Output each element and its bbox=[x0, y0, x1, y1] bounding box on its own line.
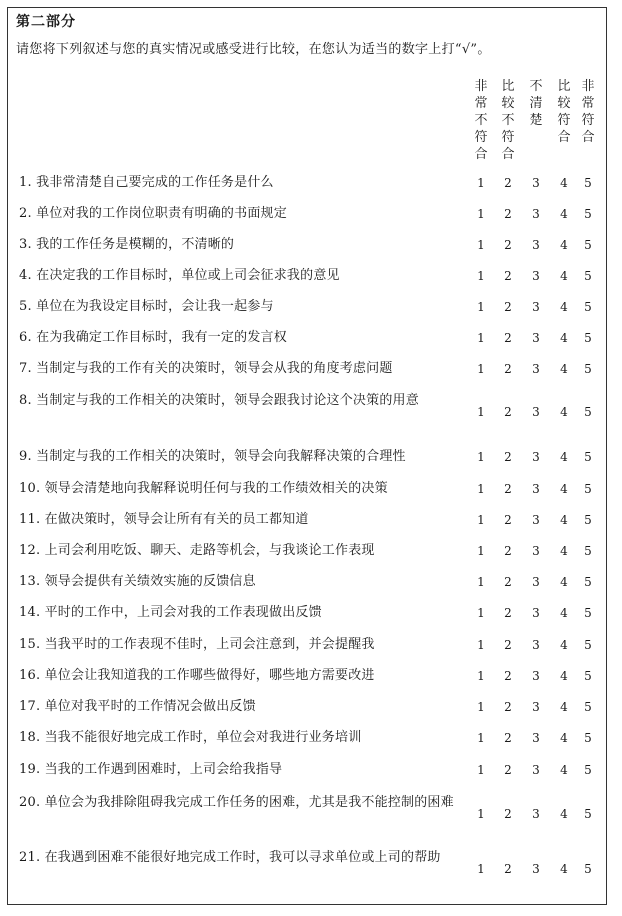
rating-option-5[interactable]: 5 bbox=[584, 513, 592, 527]
rating-option-4[interactable]: 4 bbox=[560, 176, 568, 190]
rating-option-4[interactable]: 4 bbox=[560, 606, 568, 620]
question-text: 20. 单位会为我排除阻碍我完成工作任务的困难，尤其是我不能控制的困难 bbox=[19, 795, 454, 810]
rating-option-2[interactable]: 2 bbox=[504, 513, 512, 527]
rating-option-4[interactable]: 4 bbox=[560, 544, 568, 558]
rating-option-2[interactable]: 2 bbox=[504, 405, 512, 419]
question-text: 2. 单位对我的工作岗位职责有明确的书面规定 bbox=[19, 206, 287, 221]
scale-label-3: 不清楚 bbox=[529, 79, 543, 128]
rating-option-1[interactable]: 1 bbox=[477, 807, 485, 821]
question-row bbox=[0, 296, 606, 318]
section-title: 第二部分 bbox=[16, 14, 76, 30]
rating-option-3[interactable]: 3 bbox=[532, 763, 540, 777]
rating-option-1[interactable]: 1 bbox=[477, 331, 485, 345]
rating-option-1[interactable]: 1 bbox=[477, 482, 485, 496]
rating-option-4[interactable]: 4 bbox=[560, 300, 568, 314]
question-row bbox=[0, 390, 606, 434]
rating-option-5[interactable]: 5 bbox=[584, 862, 592, 876]
question-row bbox=[0, 634, 606, 656]
question-row bbox=[0, 446, 606, 468]
question-row bbox=[0, 665, 606, 687]
question-text: 19. 当我的工作遇到困难时，上司会给我指导 bbox=[19, 762, 283, 777]
rating-option-3[interactable]: 3 bbox=[532, 731, 540, 745]
scale-label-5: 非常符合 bbox=[581, 79, 595, 145]
question-row bbox=[0, 540, 606, 562]
rating-option-3[interactable]: 3 bbox=[532, 450, 540, 464]
rating-option-5[interactable]: 5 bbox=[584, 331, 592, 345]
rating-option-5[interactable]: 5 bbox=[584, 207, 592, 221]
question-text: 3. 我的工作任务是模糊的，不清晰的 bbox=[19, 237, 235, 252]
rating-option-5[interactable]: 5 bbox=[584, 575, 592, 589]
scale-label-4: 比较符合 bbox=[557, 79, 571, 145]
rating-option-1[interactable]: 1 bbox=[477, 638, 485, 652]
rating-option-2[interactable]: 2 bbox=[504, 176, 512, 190]
rating-option-3[interactable]: 3 bbox=[532, 638, 540, 652]
rating-option-5[interactable]: 5 bbox=[584, 362, 592, 376]
rating-option-4[interactable]: 4 bbox=[560, 331, 568, 345]
scale-label-1: 非常不符合 bbox=[474, 79, 488, 162]
rating-option-2[interactable]: 2 bbox=[504, 575, 512, 589]
rating-option-4[interactable]: 4 bbox=[560, 450, 568, 464]
question-row bbox=[0, 203, 606, 225]
rating-option-4[interactable]: 4 bbox=[560, 513, 568, 527]
rating-option-5[interactable]: 5 bbox=[584, 238, 592, 252]
question-text: 4. 在决定我的工作目标时，单位或上司会征求我的意见 bbox=[19, 268, 340, 283]
rating-option-2[interactable]: 2 bbox=[504, 544, 512, 558]
rating-option-5[interactable]: 5 bbox=[584, 700, 592, 714]
question-row bbox=[0, 759, 606, 781]
rating-option-1[interactable]: 1 bbox=[477, 731, 485, 745]
question-text: 1. 我非常清楚自己要完成的工作任务是什么 bbox=[19, 175, 274, 190]
rating-option-5[interactable]: 5 bbox=[584, 176, 592, 190]
rating-option-3[interactable]: 3 bbox=[532, 362, 540, 376]
rating-option-4[interactable]: 4 bbox=[560, 807, 568, 821]
rating-option-1[interactable]: 1 bbox=[477, 606, 485, 620]
question-row bbox=[0, 509, 606, 531]
rating-option-1[interactable]: 1 bbox=[477, 362, 485, 376]
rating-option-1[interactable]: 1 bbox=[477, 544, 485, 558]
rating-option-1[interactable]: 1 bbox=[477, 700, 485, 714]
rating-option-2[interactable]: 2 bbox=[504, 700, 512, 714]
rating-option-2[interactable]: 2 bbox=[504, 638, 512, 652]
question-row bbox=[0, 265, 606, 287]
rating-option-5[interactable]: 5 bbox=[584, 669, 592, 683]
rating-option-3[interactable]: 3 bbox=[532, 606, 540, 620]
rating-option-5[interactable]: 5 bbox=[584, 638, 592, 652]
question-row bbox=[0, 358, 606, 380]
rating-option-2[interactable]: 2 bbox=[504, 669, 512, 683]
rating-option-3[interactable]: 3 bbox=[532, 405, 540, 419]
question-text: 12. 上司会利用吃饭、聊天、走路等机会，与我谈论工作表现 bbox=[19, 543, 375, 558]
rating-option-2[interactable]: 2 bbox=[504, 331, 512, 345]
question-row bbox=[0, 847, 606, 891]
rating-option-1[interactable]: 1 bbox=[477, 176, 485, 190]
rating-option-5[interactable]: 5 bbox=[584, 807, 592, 821]
rating-option-2[interactable]: 2 bbox=[504, 269, 512, 283]
question-row bbox=[0, 696, 606, 718]
question-text: 13. 领导会提供有关绩效实施的反馈信息 bbox=[19, 574, 256, 589]
question-row bbox=[0, 327, 606, 349]
question-text: 11. 在做决策时，领导会让所有有关的员工都知道 bbox=[19, 512, 309, 527]
rating-option-4[interactable]: 4 bbox=[560, 862, 568, 876]
rating-option-3[interactable]: 3 bbox=[532, 207, 540, 221]
rating-option-3[interactable]: 3 bbox=[532, 513, 540, 527]
rating-option-4[interactable]: 4 bbox=[560, 238, 568, 252]
question-row bbox=[0, 792, 606, 836]
rating-option-4[interactable]: 4 bbox=[560, 763, 568, 777]
rating-option-4[interactable]: 4 bbox=[560, 207, 568, 221]
rating-option-3[interactable]: 3 bbox=[532, 331, 540, 345]
rating-option-4[interactable]: 4 bbox=[560, 669, 568, 683]
rating-option-1[interactable]: 1 bbox=[477, 300, 485, 314]
rating-option-5[interactable]: 5 bbox=[584, 300, 592, 314]
rating-option-1[interactable]: 1 bbox=[477, 450, 485, 464]
question-row bbox=[0, 478, 606, 500]
question-row bbox=[0, 602, 606, 624]
rating-option-4[interactable]: 4 bbox=[560, 362, 568, 376]
rating-option-5[interactable]: 5 bbox=[584, 482, 592, 496]
rating-option-1[interactable]: 1 bbox=[477, 269, 485, 283]
rating-option-4[interactable]: 4 bbox=[560, 700, 568, 714]
rating-option-5[interactable]: 5 bbox=[584, 606, 592, 620]
question-row bbox=[0, 571, 606, 593]
question-text: 10. 领导会清楚地向我解释说明任何与我的工作绩效相关的决策 bbox=[19, 481, 388, 496]
rating-option-3[interactable]: 3 bbox=[532, 807, 540, 821]
rating-option-3[interactable]: 3 bbox=[532, 238, 540, 252]
rating-option-1[interactable]: 1 bbox=[477, 207, 485, 221]
rating-option-2[interactable]: 2 bbox=[504, 807, 512, 821]
rating-option-3[interactable]: 3 bbox=[532, 176, 540, 190]
rating-option-4[interactable]: 4 bbox=[560, 482, 568, 496]
question-text: 21. 在我遇到困难不能很好地完成工作时，我可以寻求单位或上司的帮助 bbox=[19, 850, 441, 865]
question-text: 5. 单位在为我设定目标时，会让我一起参与 bbox=[19, 299, 274, 314]
rating-option-2[interactable]: 2 bbox=[504, 482, 512, 496]
instruction-text: 请您将下列叙述与您的真实情况或感受进行比较，在您认为适当的数字上打“√”。 bbox=[16, 42, 491, 57]
question-row bbox=[0, 234, 606, 256]
rating-option-1[interactable]: 1 bbox=[477, 763, 485, 777]
rating-option-3[interactable]: 3 bbox=[532, 300, 540, 314]
rating-option-1[interactable]: 1 bbox=[477, 862, 485, 876]
scale-label-2: 比较不符合 bbox=[501, 79, 515, 162]
rating-option-2[interactable]: 2 bbox=[504, 731, 512, 745]
question-text: 18. 当我不能很好地完成工作时，单位会对我进行业务培训 bbox=[19, 730, 362, 745]
rating-option-3[interactable]: 3 bbox=[532, 269, 540, 283]
rating-option-4[interactable]: 4 bbox=[560, 638, 568, 652]
question-text: 16. 单位会让我知道我的工作哪些做得好，哪些地方需要改进 bbox=[19, 668, 375, 683]
rating-option-5[interactable]: 5 bbox=[584, 269, 592, 283]
rating-option-3[interactable]: 3 bbox=[532, 575, 540, 589]
rating-option-3[interactable]: 3 bbox=[532, 482, 540, 496]
question-row bbox=[0, 172, 606, 194]
question-text: 8. 当制定与我的工作相关的决策时，领导会跟我讨论这个决策的用意 bbox=[19, 393, 419, 408]
rating-option-2[interactable]: 2 bbox=[504, 207, 512, 221]
rating-option-5[interactable]: 5 bbox=[584, 731, 592, 745]
rating-option-4[interactable]: 4 bbox=[560, 405, 568, 419]
rating-option-5[interactable]: 5 bbox=[584, 544, 592, 558]
rating-option-3[interactable]: 3 bbox=[532, 700, 540, 714]
rating-option-1[interactable]: 1 bbox=[477, 513, 485, 527]
rating-option-2[interactable]: 2 bbox=[504, 300, 512, 314]
rating-option-4[interactable]: 4 bbox=[560, 269, 568, 283]
rating-option-3[interactable]: 3 bbox=[532, 544, 540, 558]
rating-option-2[interactable]: 2 bbox=[504, 606, 512, 620]
rating-option-2[interactable]: 2 bbox=[504, 238, 512, 252]
question-text: 7. 当制定与我的工作有关的决策时，领导会从我的角度考虑问题 bbox=[19, 361, 393, 376]
rating-option-5[interactable]: 5 bbox=[584, 763, 592, 777]
question-text: 15. 当我平时的工作表现不佳时，上司会注意到，并会提醒我 bbox=[19, 637, 375, 652]
rating-option-4[interactable]: 4 bbox=[560, 731, 568, 745]
rating-option-1[interactable]: 1 bbox=[477, 669, 485, 683]
rating-option-3[interactable]: 3 bbox=[532, 862, 540, 876]
question-row bbox=[0, 727, 606, 749]
question-text: 17. 单位对我平时的工作情况会做出反馈 bbox=[19, 699, 256, 714]
rating-option-1[interactable]: 1 bbox=[477, 238, 485, 252]
rating-option-2[interactable]: 2 bbox=[504, 862, 512, 876]
rating-option-2[interactable]: 2 bbox=[504, 763, 512, 777]
rating-option-5[interactable]: 5 bbox=[584, 450, 592, 464]
rating-option-4[interactable]: 4 bbox=[560, 575, 568, 589]
rating-option-1[interactable]: 1 bbox=[477, 575, 485, 589]
rating-option-3[interactable]: 3 bbox=[532, 669, 540, 683]
rating-option-5[interactable]: 5 bbox=[584, 405, 592, 419]
question-text: 9. 当制定与我的工作相关的决策时，领导会向我解释决策的合理性 bbox=[19, 449, 406, 464]
rating-option-1[interactable]: 1 bbox=[477, 405, 485, 419]
rating-option-2[interactable]: 2 bbox=[504, 362, 512, 376]
question-text: 14. 平时的工作中，上司会对我的工作表现做出反馈 bbox=[19, 605, 322, 620]
question-text: 6. 在为我确定工作目标时，我有一定的发言权 bbox=[19, 330, 287, 345]
rating-option-2[interactable]: 2 bbox=[504, 450, 512, 464]
